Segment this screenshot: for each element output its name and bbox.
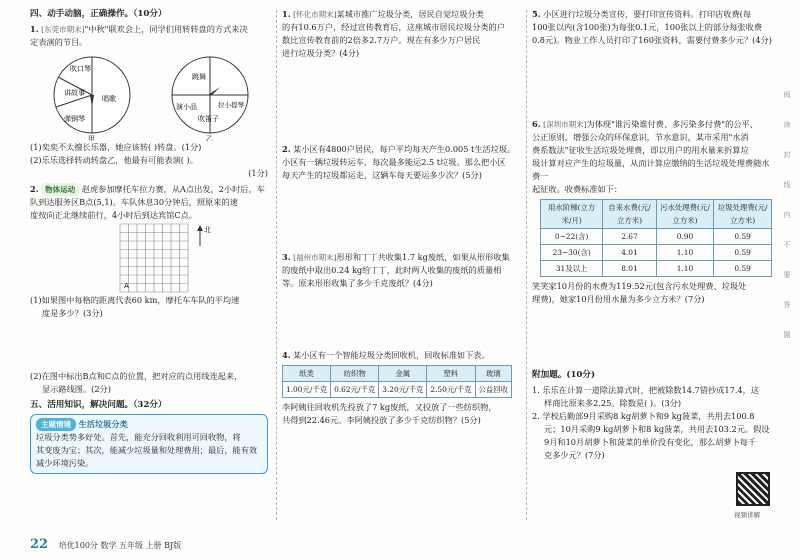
sidebar-char: 读 [783, 121, 791, 129]
table-cell: 31及以上 [541, 261, 603, 277]
qr-code[interactable] [736, 472, 770, 506]
question-number: 5. [532, 9, 541, 19]
question-number: 4. [282, 350, 291, 360]
question-number: 6. [532, 119, 541, 129]
north-label: 北 [204, 226, 211, 234]
question-5-1 [282, 8, 522, 60]
question-text: 9月和10月胡萝卜和菠菜的单价没有变化，那么胡萝卜每千 [544, 437, 757, 447]
question-text: 笑笑家10月份的水费为119.52元(包含污水处理费、垃圾处 [532, 281, 747, 291]
sidebar-char: 阅 [783, 91, 791, 99]
question-text: 起征收。收费标准如下： [532, 184, 623, 194]
question-text: 公正原则，增强公众的环保意识，节水意识，某市采用"水消 [532, 132, 749, 142]
answer-space [282, 63, 522, 143]
theme-box [30, 414, 268, 474]
sub-question: 度是多少？(3分) [42, 308, 103, 318]
sub-question: 显示路线图。(2分) [42, 384, 111, 394]
question-text: 赵虎参加摩托车拉力赛，从A点出发，2小时后，车 [81, 184, 265, 194]
question-5-5 [532, 8, 772, 47]
column-divider [276, 10, 277, 520]
question-text: 小区进行垃圾分类宣传，要打印宣传资料。打印店收费(每 [543, 9, 752, 19]
question-text: 克多少元？(7分) [544, 450, 605, 460]
question-text: 理费)，她家10月份用水量为多少立方米？(7分) [532, 294, 705, 304]
table-row [283, 382, 512, 398]
question-text: 度按向正北继续前行，4小时后到达宾馆C点。 [30, 210, 198, 220]
sidebar-char: 内 [783, 211, 791, 219]
column-3 [532, 8, 772, 465]
question-4-1 [30, 23, 268, 180]
theme-text: 垃圾分类势多好处。首先，能充分回收利用可回收物，将 [36, 432, 241, 442]
spinner-1-name: 甲 [88, 135, 95, 141]
table-cell: 8.01 [603, 261, 656, 277]
answer-space [282, 185, 522, 251]
table-header-cell: 污水处理费(元/立方米) [656, 200, 714, 229]
spinner-2-label: 演小品 [176, 103, 197, 111]
table-cell: 3.20元/千克 [379, 382, 427, 398]
question-tag: [东莞市期末] [41, 25, 85, 34]
table-header-cell: 纺织物 [331, 366, 379, 382]
question-text: 等。原来形形收集了多少千克废纸？(4分) [282, 278, 433, 288]
question-text: 形形和丁丁共收集1.7 kg废纸，如果从形形收集 [336, 252, 510, 262]
table-cell: 0.59 [714, 261, 772, 277]
table-row [541, 245, 772, 261]
spinner-1-label: 弹钢琴 [64, 115, 85, 123]
table-cell: 0.59 [714, 229, 772, 245]
theme-text: 减少环境污染。 [36, 458, 94, 468]
question-tag: [怀化市期末] [293, 10, 337, 19]
question-text: 费系数法"征收生活垃圾处理费，即以用户的用水量来折算垃 [532, 145, 749, 155]
answer-space [282, 293, 522, 349]
question-text: 小区有一辆垃圾转运车，每次最多能运2.5 t垃圾。那么把小区 [282, 157, 506, 167]
theme-pill: 主题情境 [36, 418, 76, 431]
question-text: 数比宣传教育前的2倍多2.7万户。现在有多少万户居民 [282, 35, 481, 45]
point-a-label: A [124, 282, 129, 290]
coordinate-grid [30, 222, 268, 294]
question-number: 2. [30, 184, 39, 194]
question-text: 进行垃圾分类？(4分) [282, 48, 360, 58]
grid-figure [30, 222, 268, 294]
table-header-cell: 垃圾处理费(元/立方米) [714, 200, 772, 229]
table-cell: 0.90 [656, 229, 714, 245]
table-cell: 1.00元/千克 [283, 382, 331, 398]
section-5-title: 五、活用知识，解决问题。（32分） [30, 400, 167, 410]
table-cell: 2.67 [603, 229, 656, 245]
question-text: 的有10.6万户，经过宣传教育后，这座城市居民垃圾分类的户 [282, 22, 505, 32]
sub-question: (2)在图中标出B点和C点的位置，把对应的点用线连起来， [30, 371, 243, 381]
sub-question: (2)乐乐选择转动转盘乙，他最有可能表演( )。 [30, 155, 198, 165]
table-header-row [541, 200, 772, 229]
question-5-6 [532, 118, 772, 306]
question-5-3 [282, 251, 522, 290]
question-text: 队到达服务区B点(5,1)。车队休息30分钟后，照原来的速 [30, 197, 238, 207]
answer-space [532, 309, 772, 369]
question-text: 样商比原来多2.25。除数是( )。(3分) [544, 398, 682, 408]
question-number: 1. [30, 24, 39, 34]
table-cell: 1.10 [656, 261, 714, 277]
answer-space [30, 320, 268, 370]
spinner-2-name: 乙 [206, 135, 213, 141]
column-1 [30, 8, 268, 474]
question-text: 共得到22.46元。李阿姨投放了多少千克纺织物？(5分) [282, 415, 481, 425]
sub-question: (1)奕奕不太擅长乐器，她应该转( )转盘。(1分) [30, 142, 202, 152]
sub-question: (1)如果图中每格的距离代表60 km，摩托车车队的平均速 [30, 295, 240, 305]
table-header-cell: 用水阶梯(立方米/月) [541, 200, 603, 229]
spinner-2-label: 吹笛子 [198, 115, 219, 123]
page-number: 22 [30, 537, 49, 552]
table-row [541, 261, 772, 277]
spinner-1-label: 讲故事 [64, 89, 85, 97]
sidebar-char: 不 [783, 241, 791, 249]
topic-badge: 物体运动 [41, 183, 79, 196]
footer-text: 培优100分 数学 五年级 上册 BJ版 [58, 541, 182, 550]
answer-space [532, 50, 772, 118]
table-header-cell: 玻璃 [475, 366, 512, 382]
question-text: 李阿姨往回收机先投放了7 kg废纸，又投放了一些纺织物， [282, 402, 497, 412]
question-text: 的废纸中取出0.24 kg给丁丁，此时两人收集的废纸的质量相 [282, 265, 502, 275]
question-text: 某城市推广垃圾分类，居民自觉垃圾分类 [336, 9, 484, 19]
question-text: "中秋"联欢会上，同学们用转转盘的方式来决 [84, 24, 248, 34]
question-number: 3. [282, 252, 291, 262]
qr-label: 视频讲解 [734, 511, 760, 519]
table-header-cell: 金属 [379, 366, 427, 382]
question-text: 某小区有4800户居民，每户平均每天产生0.005 t生活垃圾。 [293, 144, 516, 154]
grid-lines [120, 224, 188, 292]
question-text: 某小区有一个智能垃圾分类回收机，回收标准如下表。 [293, 350, 490, 360]
sidebar-char: 题 [783, 331, 791, 339]
theme-title: 生活垃圾分类 [78, 419, 128, 429]
sidebar-char: 要 [783, 271, 791, 279]
table-header-cell: 自来水费(元/立方米) [603, 200, 656, 229]
table-header-row [283, 366, 512, 382]
theme-text: 其变废为宝；其次，能减少垃圾量和处理费用；最后，能有效 [36, 445, 258, 455]
extra-title: 附加题。(10分) [532, 370, 596, 380]
sidebar-char: 答 [783, 301, 791, 309]
sidebar-char: 线 [783, 181, 791, 189]
recycle-price-table [282, 365, 512, 398]
table-cell: 公益回收 [475, 382, 512, 398]
question-text: 每天产生的垃圾都运走，这辆车每天要运多少次？(5分) [282, 170, 482, 180]
question-text: 1. 乐乐在计算一道除法算式时，把被除数14.7错抄成17.4，这 [532, 385, 759, 395]
north-arrow-head [197, 225, 203, 231]
spinner-1-label: 唱歌 [102, 95, 116, 103]
column-2 [282, 8, 522, 430]
question-5-2 [282, 143, 522, 182]
score-label: (1分) [248, 168, 268, 178]
question-4-2 [30, 183, 268, 396]
question-tag: [福州市期末] [293, 253, 337, 262]
question-number: 1. [282, 9, 291, 19]
table-header-cell: 塑料 [427, 366, 475, 382]
question-text: 100张以内(含100张)为每张0.1元，100张以上的部分每张收费 [532, 22, 763, 32]
spinner-1-label: 吹口琴 [70, 65, 91, 73]
sidebar-char: 封 [783, 151, 791, 159]
section-4-title: 四、动手动脑，正确操作。（10分） [30, 9, 167, 19]
spinners-svg [30, 49, 268, 141]
table-cell: 4.01 [603, 245, 656, 261]
table-row [541, 229, 772, 245]
question-text: 为体现"谁污染谁付费、多污染多付费"的公平、 [586, 119, 758, 129]
table-cell: 0.59 [714, 245, 772, 261]
table-cell: 0.62元/千克 [331, 382, 379, 398]
question-5-4 [282, 349, 522, 427]
question-tag: [深圳市期末] [543, 120, 587, 129]
extra-questions [532, 384, 772, 462]
question-text: 2. 学校后勤部9月采购8 kg胡萝卜和9 kg菠菜，共用去100.8 [532, 411, 755, 421]
spinner-figure [30, 49, 268, 141]
table-cell: 0~22(含) [541, 229, 603, 245]
spinner-2-label: 拉小提琴 [218, 101, 244, 109]
table-header-cell: 纸类 [283, 366, 331, 382]
water-fee-table [540, 199, 772, 277]
question-text: 圾计算对应产生的垃圾量，从而计算应缴纳的生活垃圾处理费随水费一 [532, 158, 770, 181]
table-cell: 2.50元/千克 [427, 382, 475, 398]
question-text: 元；10月采购9 kg胡萝卜和8 kg菠菜，共用去103.2元。假设 [544, 424, 770, 434]
spinner-2-label: 跳舞 [192, 73, 206, 81]
question-text: 定表演的节目。 [30, 37, 88, 47]
binding-line-note [776, 80, 798, 350]
page-footer [30, 537, 181, 552]
table-cell: 1.10 [656, 245, 714, 261]
question-number: 2. [282, 144, 291, 154]
question-text: 0.8元)。物业工作人员打印了160张资料，需要付费多少元？(4分) [532, 35, 772, 45]
column-divider [526, 10, 527, 520]
table-cell: 23~30(含) [541, 245, 603, 261]
